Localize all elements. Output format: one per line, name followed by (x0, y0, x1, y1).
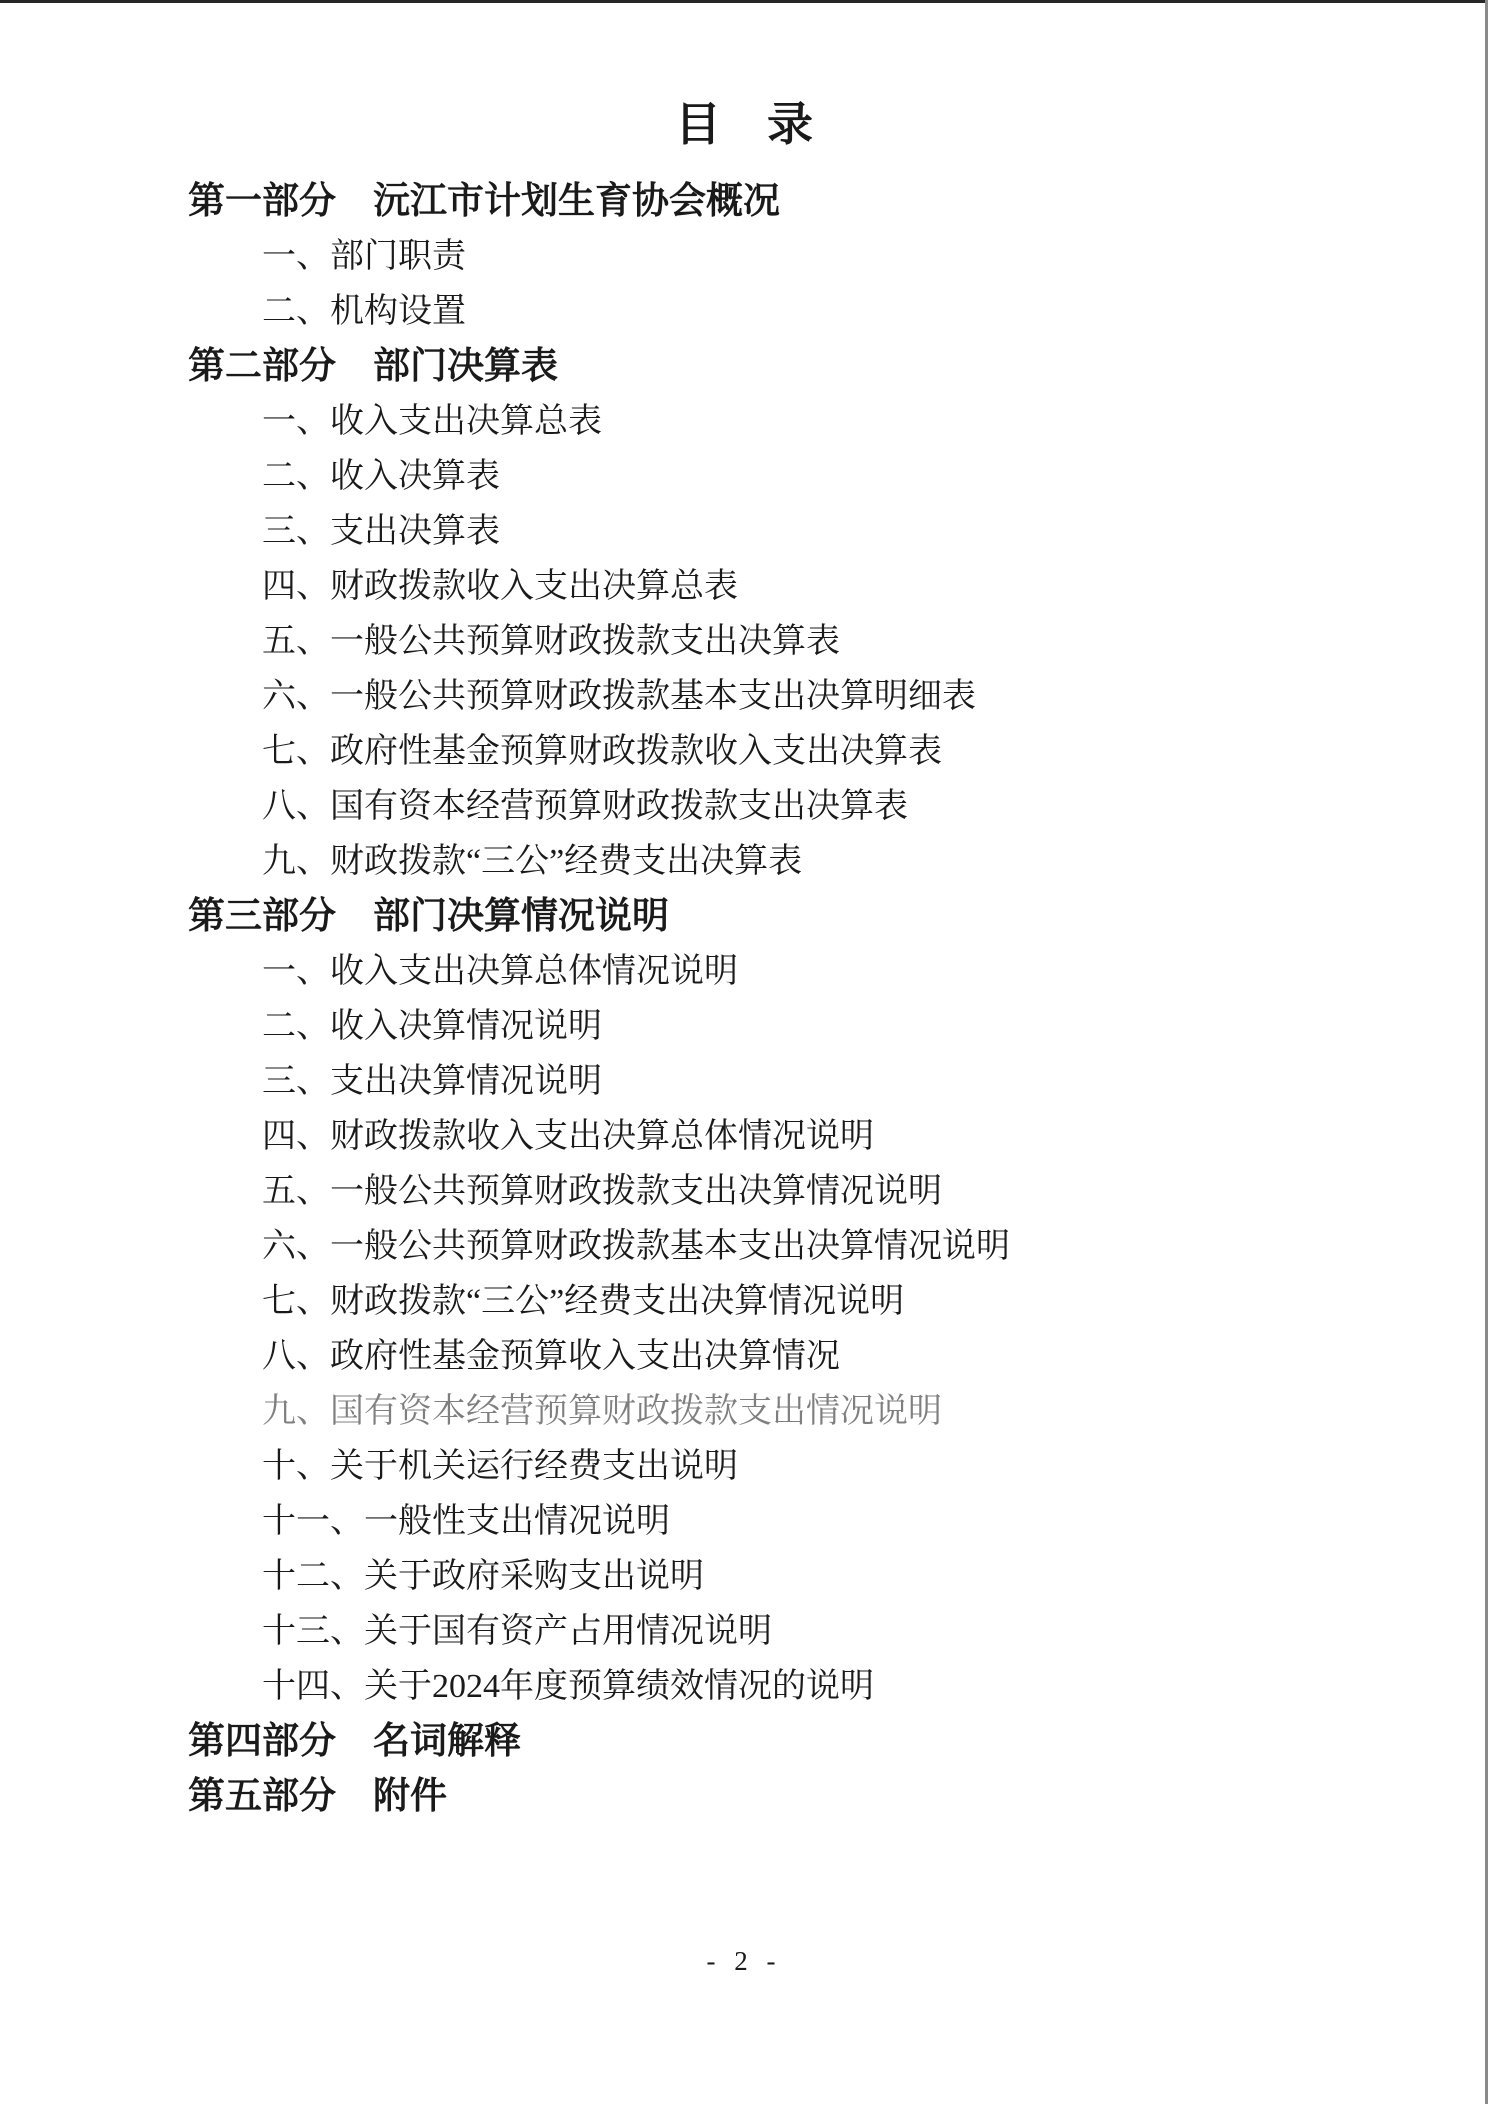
toc-item: 一、收入支出决算总表 (262, 403, 602, 440)
toc-item: 七、政府性基金预算财政拨款收入支出决算表 (262, 733, 942, 770)
toc-item: 三、支出决算情况说明 (262, 1063, 602, 1100)
toc-item: 一、收入支出决算总体情况说明 (262, 953, 738, 990)
toc-item: 一、部门职责 (262, 238, 466, 275)
toc-item: 二、机构设置 (262, 293, 466, 330)
toc-item: 五、一般公共预算财政拨款支出决算情况说明 (262, 1173, 942, 1210)
toc-section-heading: 第四部分 名词解释 (188, 1721, 521, 1762)
toc-item: 十、关于机关运行经费支出说明 (262, 1448, 738, 1485)
toc-item: 四、财政拨款收入支出决算总体情况说明 (262, 1118, 874, 1155)
toc-item: 九、国有资本经营预算财政拨款支出情况说明 (262, 1393, 942, 1430)
toc-section-heading: 第一部分 沅江市计划生育协会概况 (188, 181, 780, 222)
toc-item: 二、收入决算表 (262, 458, 500, 495)
toc-section-heading: 第三部分 部门决算情况说明 (188, 896, 669, 937)
toc-item: 八、国有资本经营预算财政拨款支出决算表 (262, 788, 908, 825)
toc-item: 十三、关于国有资产占用情况说明 (262, 1613, 772, 1650)
toc-item: 六、一般公共预算财政拨款基本支出决算明细表 (262, 678, 976, 715)
toc-section-heading: 第五部分 附件 (188, 1776, 447, 1817)
toc-item: 八、政府性基金预算收入支出决算情况 (262, 1338, 840, 1375)
page-title: 目 录 (675, 99, 813, 150)
toc-item: 二、收入决算情况说明 (262, 1008, 602, 1045)
toc-item: 四、财政拨款收入支出决算总表 (262, 568, 738, 605)
toc-item: 三、支出决算表 (262, 513, 500, 550)
table-of-contents (0, 174, 1488, 1824)
page-top-edge-line (0, 0, 1488, 3)
toc-item: 七、财政拨款“三公”经费支出决算情况说明 (262, 1283, 905, 1320)
toc-item: 六、一般公共预算财政拨款基本支出决算情况说明 (262, 1228, 1010, 1265)
page-number: - 2 - (706, 1946, 782, 1976)
toc-item: 九、财政拨款“三公”经费支出决算表 (262, 843, 803, 880)
toc-item: 十一、一般性支出情况说明 (262, 1503, 670, 1540)
toc-item: 十二、关于政府采购支出说明 (262, 1558, 704, 1595)
toc-item: 五、一般公共预算财政拨款支出决算表 (262, 623, 840, 660)
toc-item: 十四、关于2024年度预算绩效情况的说明 (262, 1668, 874, 1705)
toc-section-heading: 第二部分 部门决算表 (188, 346, 558, 387)
